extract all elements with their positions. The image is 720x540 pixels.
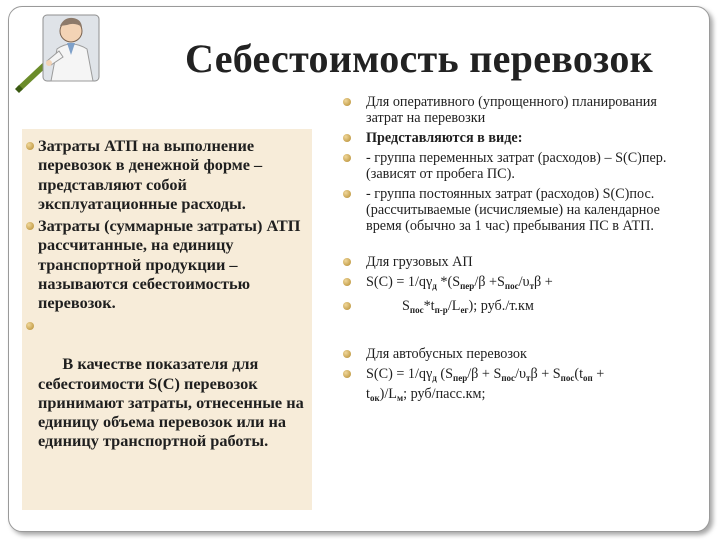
cargo-formula-line-1: $S(C) = 1/q\gamma_д$ $*(S_{пер}/\beta +S_{пос}/\upsilon_т\beta$ + [366,274,553,291]
list-item [342,298,696,318]
list-item-text: Затраты АТП на выполнение перевозок в денежной форме – представляют собой эксплуатационные расходы. [38,136,263,213]
right-bullet-list [342,94,696,406]
bullet-dot-icon [26,322,34,330]
list-item [342,366,696,406]
bullet-dot-icon [26,142,34,150]
bullet-dot-icon [343,190,351,198]
list-item [22,316,312,470]
list-item-text: В качестве показателя для себестоимости S(C) перевозок принимают затраты, отнесенные на единицу объема перевозок или на единицу транспортной работы. [38,354,308,451]
list-item [342,130,696,146]
list-item-text: - группа постоянных затрат (расходов) S(C)пос. (рассчитываемые (исчисляемые) на календарное время (обычно за 1 час) пребывания ПС в АТП. [366,186,660,234]
list-item [342,254,696,270]
list-item-text: Представляются в виде: [366,130,523,146]
list-item-text: Затраты (суммарные затраты) АТП рассчитанные, на единицу транспортной продукции – называются себестоимостью перевозок. [38,216,301,313]
bullet-dot-icon [343,302,351,310]
bus-formula: $S(C) = 1/q\gamma_д$ ($S_{пер}/\beta + S_{пос}/\upsilon_т\beta + S_{пос}(t_{оп}$ + $t_{ок})/L_м$; руб/пасс.км; [366,366,605,403]
bullet-dot-icon [343,134,351,142]
bullet-dot-icon [343,278,351,286]
list-item-text: Для оперативного (упрощенного) планирования затрат на перевозки [366,94,657,126]
list-item [342,150,696,182]
list-item [342,346,696,362]
list-item [342,186,696,234]
list-item [342,274,696,294]
teacher-pointer-icon [9,9,103,97]
bullet-dot-icon [343,98,351,106]
bullet-dot-icon [343,154,351,162]
bus-heading: Для автобусных перевозок [366,346,527,362]
page-title: Себестоимость перевозок [185,36,653,81]
list-item [22,136,312,213]
left-bullet-list [22,136,312,473]
bullet-dot-icon [343,258,351,266]
bullet-dot-icon [343,370,351,378]
cargo-formula-line-2: $S_{пос}*t_{п-р}/L_{ег}$); руб./т.км [402,298,534,315]
bullet-dot-icon [26,222,34,230]
cargo-heading: Для грузовых АП [366,254,473,270]
list-item [342,94,696,126]
bullet-dot-icon [343,350,351,358]
list-item [22,216,312,312]
list-item-text: - группа переменных затрат (расходов) – S(C)пер. (зависят от пробега ПС). [366,150,667,182]
